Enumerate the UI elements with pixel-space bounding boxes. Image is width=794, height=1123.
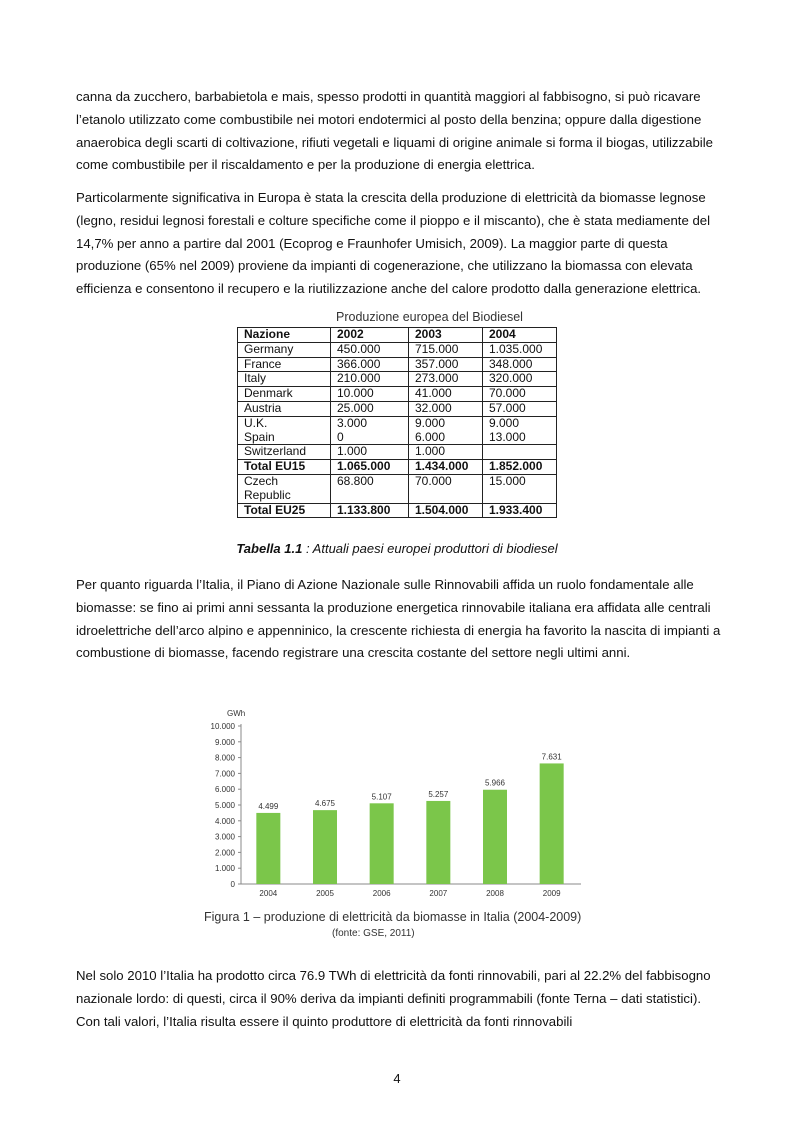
table-cell: 210.000 (331, 372, 409, 387)
table-row (238, 445, 557, 460)
table-cell: 32.000 (409, 401, 483, 416)
table-cell: 57.000 (483, 401, 557, 416)
bar-value-label: 4.675 (314, 799, 336, 809)
table-cell: 1.933.400 (483, 503, 557, 518)
table-cell: Austria (238, 401, 331, 416)
paragraph-1: canna da zucchero, barbabietola e mais, spesso prodotti in quantità maggiori al fabbisogno, si può ricavare l’etanolo utilizzato come combustibile nei motori endotermici al posto della benzina; oppure dalla digestione anaerobica degli scarti di coltivazione, rifiuti vegetali e liquami di origine animale si forma il biogas, utilizzabile come combustibile per il riscaldamento e per la produzione di energia elettrica. (76, 89, 713, 173)
table-row (238, 416, 557, 445)
x-tick-label: 2004 (259, 889, 278, 898)
table-cell: 70.000 (483, 387, 557, 402)
bar-value-label: 5.107 (371, 792, 392, 802)
table-cell: 41.000 (409, 387, 483, 402)
paragraph-2: Particolarmente significativa in Europa è stata la crescita della produzione di elettricità da biomasse legnose (legno, residui legnosi forestali e colture specifiche come il pioppo e il miscanto), che è stata mediamente del 14,7% per anno a partire dal 2001 (Ecoprog e Fraunhofer Umisich, 2009). La maggior parte di questa produzione (65% nel 2009) proviene da impianti di cogenerazione, che utilizzano la biomassa con elevata efficienza e consentono il recupero e la riutilizzazione anche del calore prodotto dalla generazione elettrica. (76, 190, 711, 297)
y-tick-label: 9.000 (214, 737, 235, 747)
y-tick-label: 3.000 (214, 832, 235, 842)
table-cell: Italy (238, 372, 331, 387)
table-header-row (238, 328, 557, 343)
bar (483, 790, 507, 884)
table-header-cell: 2003 (409, 328, 483, 343)
table-cell: 70.000 (409, 474, 483, 503)
paragraph-3: Per quanto riguarda l’Italia, il Piano di Azione Nazionale sulle Rinnovabili affida un ruolo fondamentale alle biomasse: se fino ai primi anni sessanta la produzione energetica rinnovabile italiana era affidata alle centrali idroelettriche dell’arco alpino e appenninico, la crescente richiesta di energia ha favorito la nascita di impianti a combustione di biomasse, facendo registrare una crescita costante del settore negli ultimi anni. (76, 577, 721, 661)
table-cell: 1.000 (409, 445, 483, 460)
table-cell: 1.035.000 (483, 342, 557, 357)
figure-caption: Figura 1 – produzione di elettricità da biomasse in Italia (2004-2009) (204, 910, 582, 924)
table-cell (483, 445, 557, 460)
table-cell: 273.000 (409, 372, 483, 387)
bar-value-label: 7.631 (541, 752, 562, 762)
table-cell: 357.000 (409, 357, 483, 372)
table-title: Produzione europea del Biodiesel (336, 310, 523, 324)
table-cell: Total EU25 (238, 503, 331, 518)
y-tick-label: 7.000 (214, 769, 235, 779)
bar-value-label: 4.499 (258, 801, 279, 811)
table-row (238, 460, 557, 475)
figure-source: (fonte: GSE, 2011) (332, 928, 415, 939)
table-cell: 1.000 (331, 445, 409, 460)
table-row (238, 387, 557, 402)
table-header-cell: 2002 (331, 328, 409, 343)
table-cell: 25.000 (331, 401, 409, 416)
table-row (238, 342, 557, 357)
table-caption (0, 541, 794, 556)
x-tick-label: 2008 (486, 889, 504, 898)
y-tick-label: 0 (230, 880, 235, 889)
table-cell: Germany (238, 342, 331, 357)
table-cell: 320.000 (483, 372, 557, 387)
table-row (238, 474, 557, 503)
table-cell: Total EU15 (238, 460, 331, 475)
x-tick-label: 2007 (429, 889, 448, 898)
bar (370, 803, 394, 884)
table-cell: 348.000 (483, 357, 557, 372)
table-cell: U.K. Spain (238, 416, 331, 445)
table-cell: 450.000 (331, 342, 409, 357)
y-tick-label: 10.000 (210, 722, 235, 731)
x-tick-label: 2005 (316, 889, 334, 898)
table-cell: 1.852.000 (483, 460, 557, 475)
table-cell: 9.000 6.000 (409, 416, 483, 445)
y-axis-label: GWh (227, 709, 246, 718)
table-cell: 715.000 (409, 342, 483, 357)
bar (256, 813, 280, 884)
biomass-electricity-chart (196, 700, 596, 905)
biodiesel-table (237, 327, 557, 518)
y-tick-label: 5.000 (214, 801, 235, 810)
y-tick-label: 6.000 (214, 785, 235, 795)
table-cell: 15.000 (483, 474, 557, 503)
table-cell: 9.000 13.000 (483, 416, 557, 445)
table-header-cell: Nazione (238, 328, 331, 343)
table-cell: Switzerland (238, 445, 331, 460)
table-cell: France (238, 357, 331, 372)
table-header-cell: 2004 (483, 328, 557, 343)
y-tick-label: 8.000 (214, 753, 235, 763)
table-cell: 1.504.000 (409, 503, 483, 518)
table-cell: 3.000 0 (331, 416, 409, 445)
y-tick-label: 1.000 (214, 864, 235, 874)
table-cell: Czech Republic (238, 474, 331, 503)
table-cell: 1.065.000 (331, 460, 409, 475)
table-cell: Denmark (238, 387, 331, 402)
y-tick-label: 2.000 (214, 848, 235, 858)
table-row (238, 357, 557, 372)
table-cell: 1.434.000 (409, 460, 483, 475)
table-caption-label: Tabella 1.1 (236, 541, 303, 556)
table-row (238, 503, 557, 518)
bar (426, 801, 450, 884)
bar (313, 810, 337, 884)
bar (540, 763, 564, 884)
table-cell: 10.000 (331, 387, 409, 402)
bar-value-label: 5.966 (484, 778, 506, 788)
y-tick-label: 4.000 (214, 816, 235, 826)
table-row (238, 401, 557, 416)
table-row (238, 372, 557, 387)
table-cell: 1.133.800 (331, 503, 409, 518)
bar-value-label: 5.257 (428, 789, 449, 799)
table-caption-text: : Attuali paesi europei produttori di biodiesel (302, 541, 558, 556)
x-tick-label: 2006 (372, 889, 391, 898)
table-cell: 68.800 (331, 474, 409, 503)
x-tick-label: 2009 (542, 889, 561, 898)
page-number: 4 (393, 1071, 401, 1086)
table-cell: 366.000 (331, 357, 409, 372)
paragraph-4: Nel solo 2010 l’Italia ha prodotto circa 76.9 TWh di elettricità da fonti rinnovabili, pari al 22.2% del fabbisogno nazionale lordo: di questi, circa il 90% deriva da impianti definiti programmabili (fonte Terna – dati statistici). Con tali valori, l’Italia risulta essere il quinto produttore di elettricità da fonti rinnovabili (76, 968, 711, 1029)
